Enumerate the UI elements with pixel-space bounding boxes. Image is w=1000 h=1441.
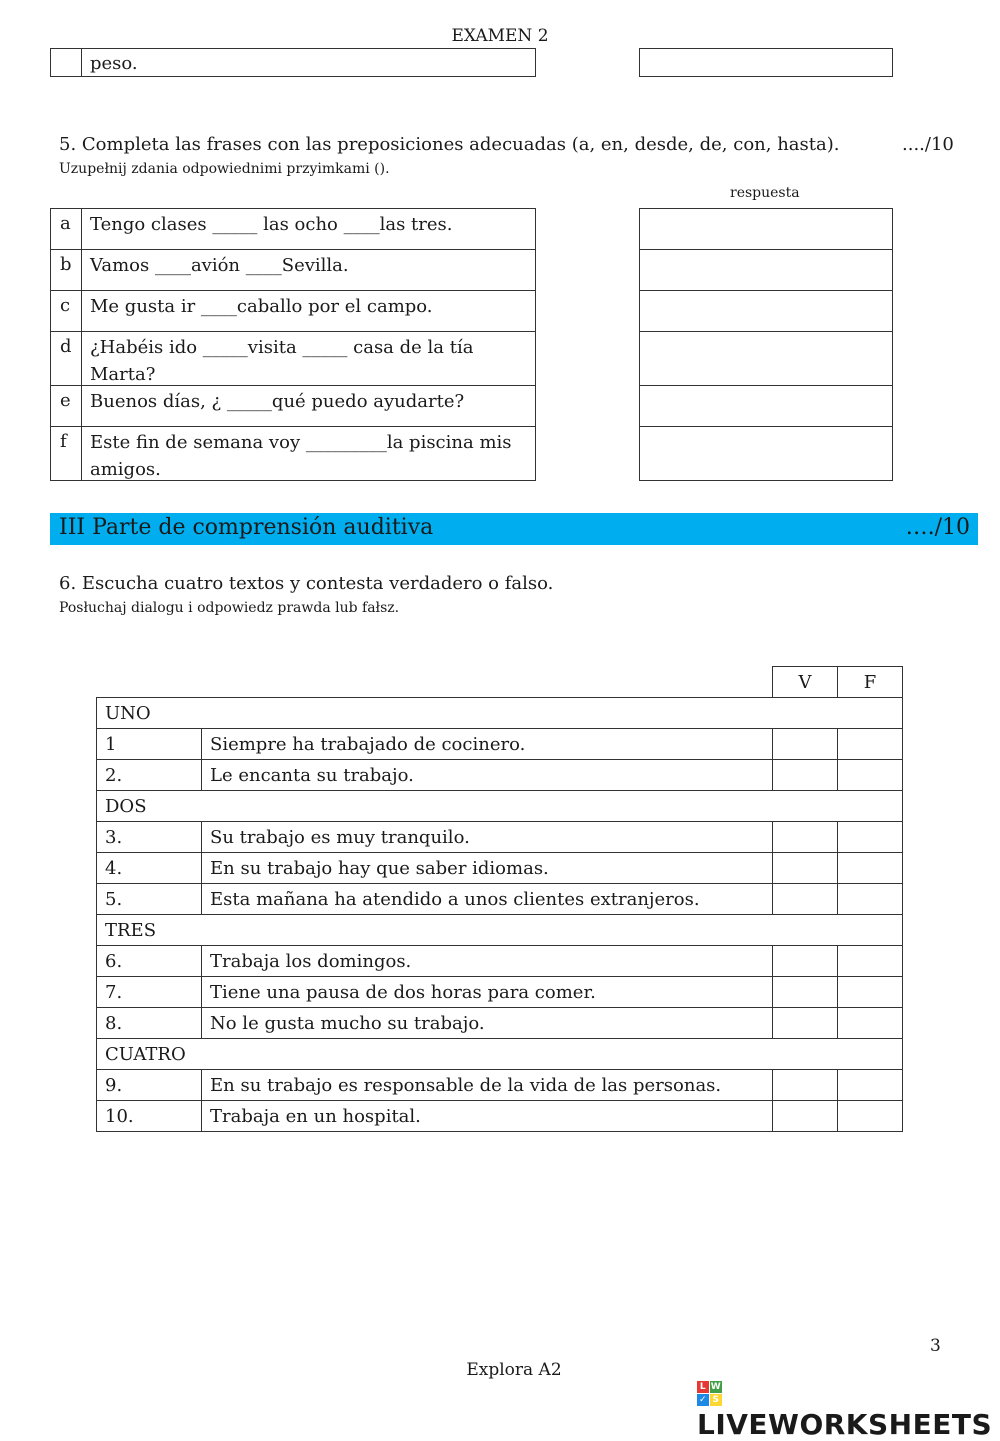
false-checkbox-cell[interactable] — [838, 977, 903, 1008]
item-statement: En su trabajo es responsable de la vida de las personas. — [202, 1070, 773, 1101]
exercise5-subtitle: Uzupełnij zdania odpowiednimi przyimkami (). — [59, 161, 390, 177]
table-row — [97, 1101, 903, 1132]
true-checkbox-cell[interactable] — [773, 946, 838, 977]
item-number: 6. — [97, 946, 202, 977]
exercise5-row-sentence — [81, 208, 536, 250]
page-number: 3 — [930, 1336, 941, 1356]
exercise5-title: 5. Completa las frases con las preposiciones adecuadas (a, en, desde, de, con, hasta). — [59, 134, 840, 155]
column-header-v: V — [773, 667, 838, 698]
group-row — [97, 791, 903, 822]
item-statement: En su trabajo hay que saber idiomas. — [202, 853, 773, 884]
prev-row-text: peso. — [90, 53, 138, 74]
item-number: 3. — [97, 822, 202, 853]
logo-square-w: W — [710, 1381, 722, 1392]
exercise5-score: ..../10 — [902, 134, 954, 155]
logo-square-l: L — [697, 1381, 709, 1393]
item-statement: Trabaja los domingos. — [202, 946, 773, 977]
group-label: UNO — [97, 698, 903, 729]
true-false-table — [96, 666, 903, 1132]
exercise5-row-sentence — [81, 331, 536, 386]
exercise5-row-letter — [50, 208, 82, 250]
section3-title: III Parte de comprensión auditiva — [59, 515, 434, 540]
answer-input[interactable] — [639, 426, 893, 481]
exercise5-row-sentence — [81, 385, 536, 427]
true-checkbox-cell[interactable] — [773, 1070, 838, 1101]
false-checkbox-cell[interactable] — [838, 729, 903, 760]
false-checkbox-cell[interactable] — [838, 822, 903, 853]
table-row — [97, 760, 903, 791]
exercise5-row-sentence — [81, 426, 536, 481]
false-checkbox-cell[interactable] — [838, 884, 903, 915]
answer-input[interactable] — [639, 385, 893, 427]
item-number: 9. — [97, 1070, 202, 1101]
answer-column-label: respuesta — [730, 185, 800, 201]
true-checkbox-cell[interactable] — [773, 853, 838, 884]
row-letter: e — [60, 390, 71, 411]
row-letter: a — [60, 213, 71, 234]
table-row — [97, 853, 903, 884]
false-checkbox-cell[interactable] — [838, 946, 903, 977]
exercise5-row-letter — [50, 426, 82, 481]
section3-score: …./10 — [905, 515, 970, 540]
table-row — [97, 1008, 903, 1039]
logo-square-s: S — [710, 1394, 722, 1406]
group-label: CUATRO — [97, 1039, 903, 1070]
logo-square-check: ✓ — [698, 1394, 708, 1405]
table-row — [97, 1070, 903, 1101]
answer-input[interactable] — [639, 331, 893, 386]
row-sentence: ¿Habéis ido _____visita _____ casa de la tía Marta? — [90, 337, 474, 385]
group-label: DOS — [97, 791, 903, 822]
false-checkbox-cell[interactable] — [838, 1070, 903, 1101]
false-checkbox-cell[interactable] — [838, 1008, 903, 1039]
table-header-row — [97, 667, 903, 698]
item-statement: Siempre ha trabajado de cocinero. — [202, 729, 773, 760]
section3-band — [50, 513, 978, 545]
true-checkbox-cell[interactable] — [773, 884, 838, 915]
false-checkbox-cell[interactable] — [838, 760, 903, 791]
book-title: Explora A2 — [466, 1360, 562, 1380]
item-statement: No le gusta mucho su trabajo. — [202, 1008, 773, 1039]
false-checkbox-cell[interactable] — [838, 1101, 903, 1132]
liveworksheets-logo-icon — [697, 1381, 722, 1406]
answer-input[interactable] — [639, 290, 893, 332]
table-row — [97, 946, 903, 977]
liveworksheets-logo-text: LIVEWORKSHEETS — [697, 1408, 993, 1441]
item-statement: Le encanta su trabajo. — [202, 760, 773, 791]
table-row — [97, 822, 903, 853]
true-checkbox-cell[interactable] — [773, 760, 838, 791]
item-number: 4. — [97, 853, 202, 884]
row-letter: d — [60, 336, 72, 357]
group-row — [97, 698, 903, 729]
item-number: 2. — [97, 760, 202, 791]
row-letter: c — [60, 295, 71, 316]
item-number: 10. — [97, 1101, 202, 1132]
exercise5-row-sentence — [81, 290, 536, 332]
prev-row-letter-cell — [50, 48, 82, 77]
row-sentence: Este fin de semana voy _________la piscina mis amigos. — [90, 432, 512, 480]
exercise6-subtitle: Posłuchaj dialogu i odpowiedz prawda lub fałsz. — [59, 600, 400, 616]
group-label: TRES — [97, 915, 903, 946]
true-checkbox-cell[interactable] — [773, 1008, 838, 1039]
item-statement: Trabaja en un hospital. — [202, 1101, 773, 1132]
row-sentence: Vamos ____avión ____Sevilla. — [90, 255, 349, 276]
true-checkbox-cell[interactable] — [773, 822, 838, 853]
row-letter: b — [60, 254, 72, 275]
false-checkbox-cell[interactable] — [838, 853, 903, 884]
prev-row-text-cell — [81, 48, 536, 77]
group-row — [97, 1039, 903, 1070]
table-row — [97, 977, 903, 1008]
true-checkbox-cell[interactable] — [773, 729, 838, 760]
item-statement: Esta mañana ha atendido a unos clientes extranjeros. — [202, 884, 773, 915]
row-letter: f — [60, 431, 67, 452]
item-number: 5. — [97, 884, 202, 915]
true-checkbox-cell[interactable] — [773, 977, 838, 1008]
item-statement: Tiene una pausa de dos horas para comer. — [202, 977, 773, 1008]
group-row — [97, 915, 903, 946]
exercise5-row-letter — [50, 249, 82, 291]
table-row — [97, 729, 903, 760]
row-sentence: Tengo clases _____ las ocho ____las tres. — [90, 214, 453, 235]
item-number: 8. — [97, 1008, 202, 1039]
page-header: EXAMEN 2 — [451, 26, 549, 46]
column-header-f: F — [838, 667, 903, 698]
exercise6-title: 6. Escucha cuatro textos y contesta verdadero o falso. — [59, 573, 554, 594]
liveworksheets-logo[interactable] — [697, 1375, 1000, 1441]
exercise5-row-letter — [50, 385, 82, 427]
row-sentence: Me gusta ir ____caballo por el campo. — [90, 296, 433, 317]
exercise5-row-letter — [50, 290, 82, 332]
item-statement: Su trabajo es muy tranquilo. — [202, 822, 773, 853]
row-sentence: Buenos días, ¿ _____qué puedo ayudarte? — [90, 391, 465, 412]
exercise5-row-sentence — [81, 249, 536, 291]
answer-input[interactable] — [639, 208, 893, 250]
item-number: 1 — [97, 729, 202, 760]
exercise5-row-letter — [50, 331, 82, 386]
true-checkbox-cell[interactable] — [773, 1101, 838, 1132]
item-number: 7. — [97, 977, 202, 1008]
answer-input[interactable] — [639, 249, 893, 291]
prev-row-answer-input[interactable] — [639, 48, 893, 77]
table-row — [97, 884, 903, 915]
